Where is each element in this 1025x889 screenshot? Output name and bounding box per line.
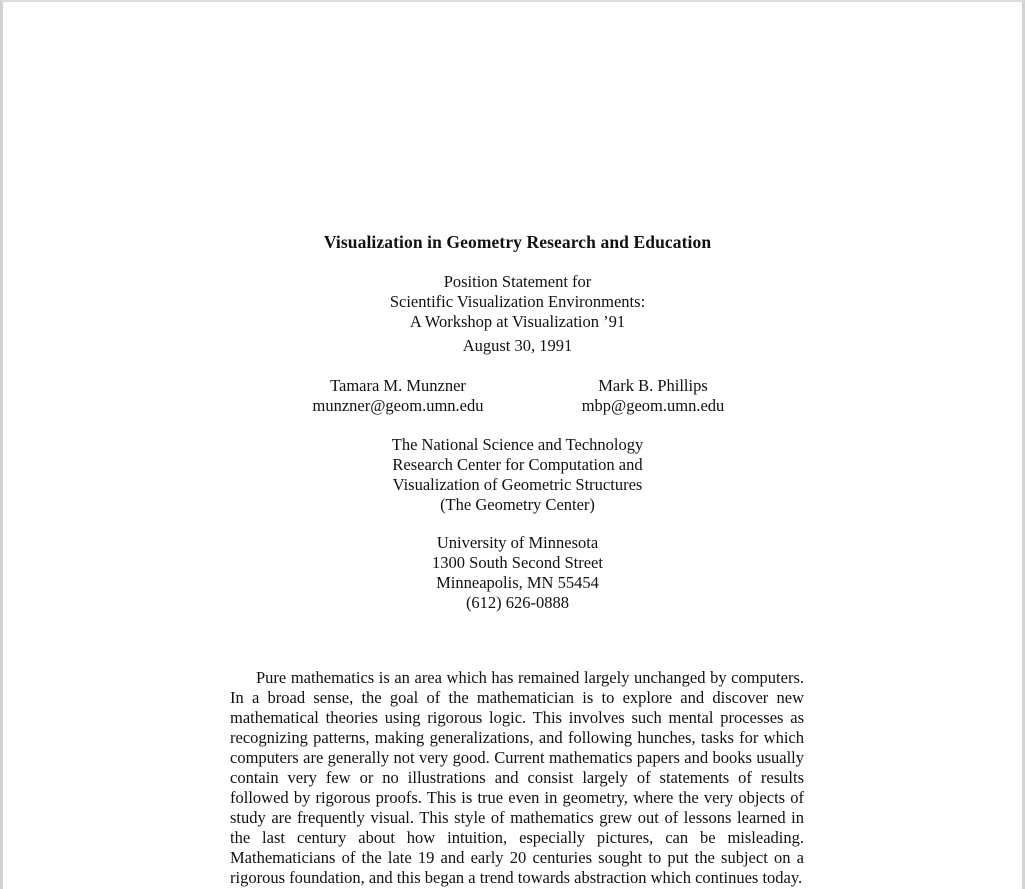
address-line: 1300 South Second Street xyxy=(432,553,603,572)
affiliation-line: (The Geometry Center) xyxy=(440,495,595,514)
statement-line: Scientific Visualization Environments: xyxy=(389,292,646,311)
author-email: mbp@geom.umn.edu xyxy=(581,396,725,415)
author-name: Mark B. Phillips xyxy=(598,376,708,395)
author-email: munzner@geom.umn.edu xyxy=(312,396,484,415)
paper-date: August 30, 1991 xyxy=(462,336,573,355)
affiliation-line: Visualization of Geometric Structures xyxy=(392,475,643,494)
address-line: Minneapolis, MN 55454 xyxy=(436,573,599,592)
affiliation-center xyxy=(3,435,1025,515)
body-paragraph: Pure mathematics is an area which has remained largely unchanged by computers. In a broad sense, the goal of the mathematician is to explore and discover new mathematical theories using rigorous logic. This involves such mental processes as recognizing patterns, making generalizations, and following hunches, tasks for which computers are generally not very good. Current mathematics papers and books usually contain very few or no illustrations and consist largely of statements of results followed by rigorous proofs. This is true even in geometry, where the very objects of study are frequently visual. This style of mathematics grew out of lessons learned in the last century about how intuition, especially pictures, can be misleading. Mathematicians of the late 19 and early 20 centuries sought to put the subject on a rigorous foundation, and this began a trend towards abstraction which continues today. xyxy=(230,667,804,887)
document-page xyxy=(3,2,1022,889)
author-phillips xyxy=(528,376,778,416)
affiliation-line: The National Science and Technology xyxy=(391,435,644,454)
affiliation-address xyxy=(3,533,1025,613)
address-line: (612) 626-0888 xyxy=(465,593,570,612)
affiliation-line: Research Center for Computation and xyxy=(392,455,643,474)
author-name: Tamara M. Munzner xyxy=(330,376,466,395)
statement-line: Position Statement for xyxy=(443,272,592,291)
statement-line: A Workshop at Visualization ’91 xyxy=(409,312,626,331)
address-line: University of Minnesota xyxy=(436,533,599,552)
position-statement xyxy=(3,272,1025,332)
paper-title: Visualization in Geometry Research and Education xyxy=(323,232,712,252)
author-munzner xyxy=(273,376,523,416)
